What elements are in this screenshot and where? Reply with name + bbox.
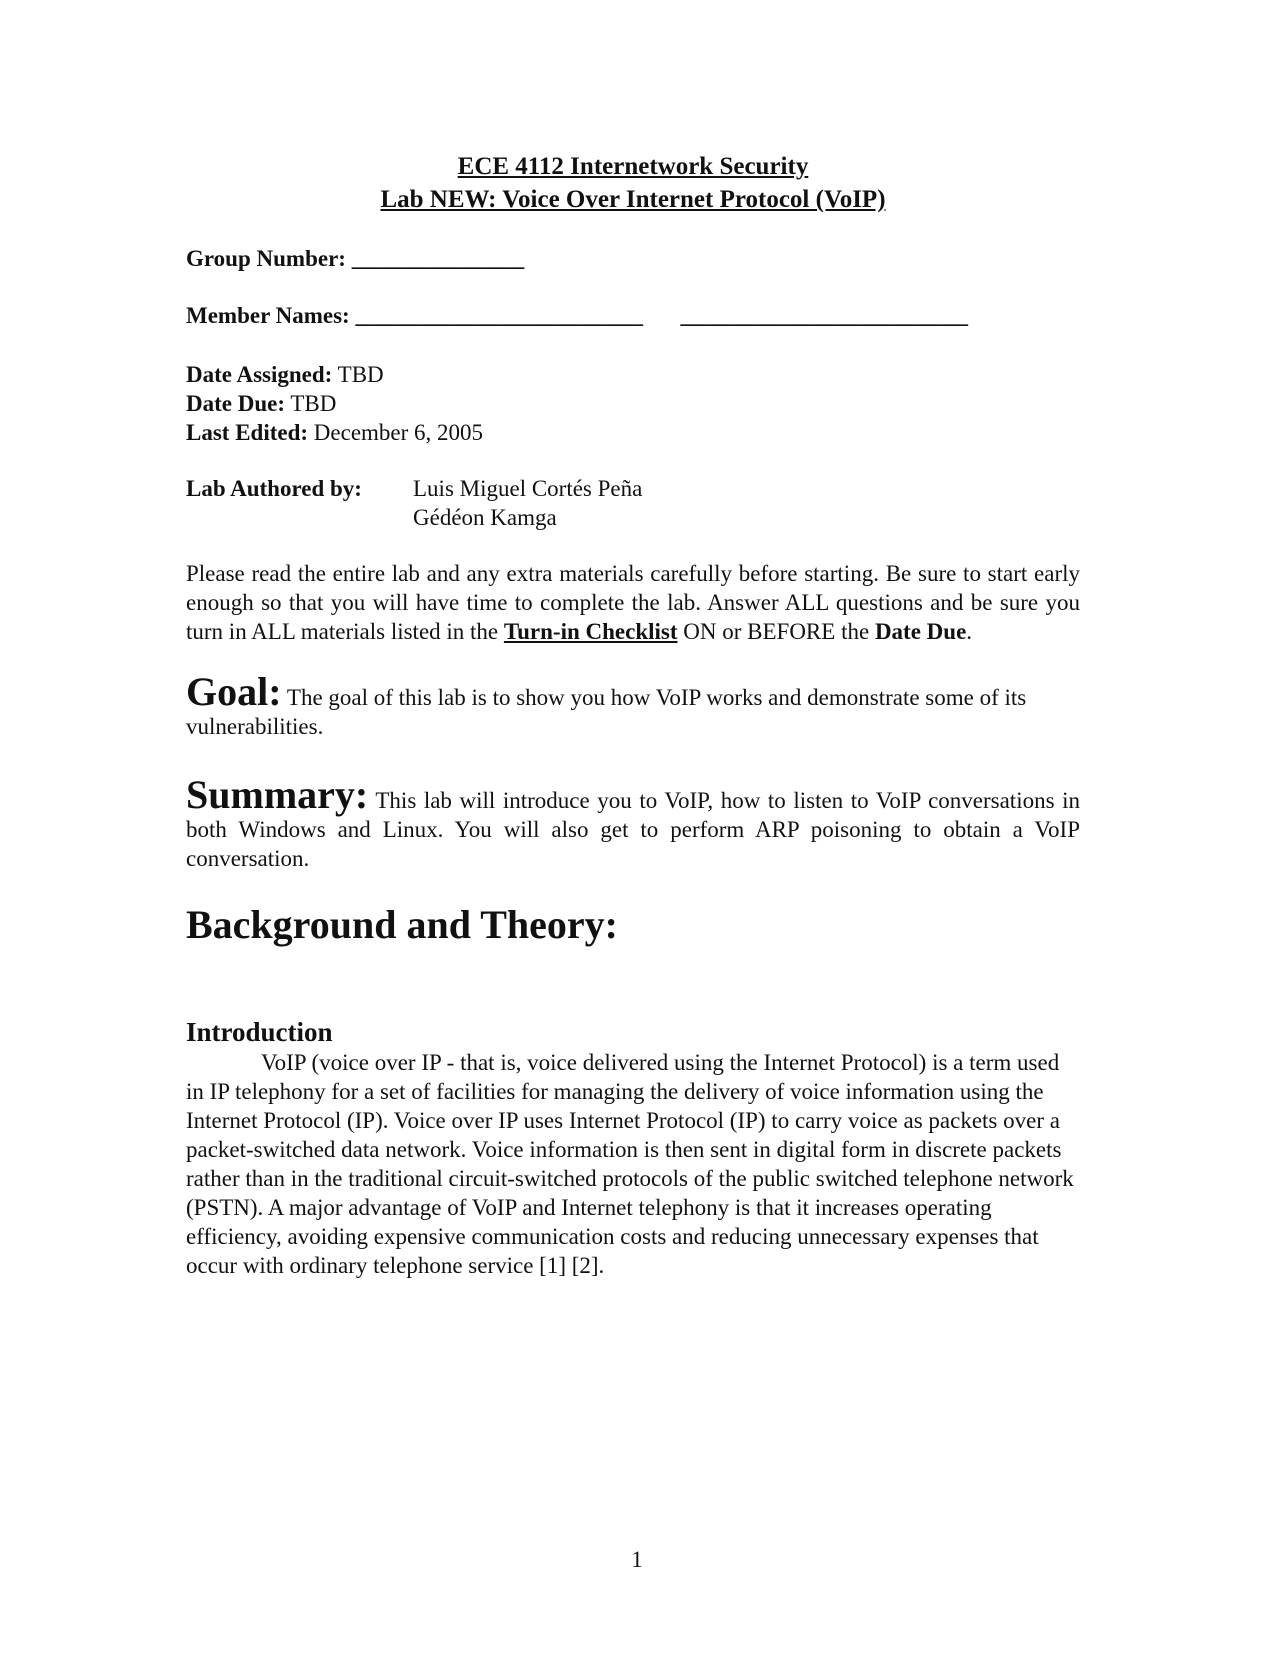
summary-paragraph: [186, 772, 1080, 873]
last-edited-label: Last Edited:: [186, 420, 309, 445]
page-content: [186, 150, 1080, 1280]
member-blank-1: _________________________: [355, 303, 643, 328]
date-assigned-label: Date Assigned:: [186, 362, 333, 387]
instructions-date-due: Date Due: [874, 619, 967, 644]
turn-in-checklist-link: Turn-in Checklist: [503, 619, 678, 644]
last-edited-line: [186, 418, 1080, 447]
goal-label: Goal:: [186, 669, 282, 714]
page-number: 1: [631, 1547, 643, 1572]
group-number-field: [186, 244, 1080, 273]
introduction-heading: Introduction: [186, 1017, 333, 1047]
summary-label: Summary:: [186, 772, 369, 817]
instructions-text-1: Please read the entire lab and any extra materials carefully before starting. Be sure to start early enough so that you will have time to complete the lab. Answer ALL questions and be sure you turn in ALL materials listed in the: [186, 561, 1080, 644]
goal-text: The goal of this lab is to show you how VoIP works and demonstrate some of its vulnerabilities.: [186, 685, 1027, 739]
introduction-paragraph: VoIP (voice over IP - that is, voice delivered using the Internet Protocol) is a term used in IP telephony for a set of facilities for managing the delivery of voice information using the Internet Protocol (IP). Voice over IP uses Internet Protocol (IP) to carry voice as packets over a packet-switched data network. Voice information is then sent in digital form in discrete packets rather than in the traditional circuit-switched protocols of the public switched telephone network (PSTN). A major advantage of VoIP and Internet telephony is that it increases operating efficiency, avoiding expensive communication costs and reducing unnecessary expenses that occur with ordinary telephone service [1] [2].: [186, 1050, 1074, 1278]
member-names-field: [186, 301, 1080, 330]
member-names-label: Member Names:: [186, 303, 350, 328]
date-assigned-value: TBD: [337, 362, 384, 387]
author-1: Luis Miguel Cortés Peña: [413, 476, 643, 501]
goal-paragraph: [186, 669, 1080, 741]
background-heading: Background and Theory:: [186, 902, 618, 947]
lab-title: Lab NEW: Voice Over Internet Protocol (VoIP): [380, 186, 886, 213]
group-number-blank: _______________: [351, 246, 525, 271]
summary-text: This lab will introduce you to VoIP, how to listen to VoIP conversations in both Windows and Linux. You will also get to perform ARP poisoning to obtain a VoIP conversation.: [186, 788, 1080, 871]
date-due-value: TBD: [290, 391, 337, 416]
instructions-paragraph: [186, 559, 1080, 646]
course-title: ECE 4112 Internetwork Security: [457, 153, 809, 180]
author-2: Gédéon Kamga: [413, 505, 557, 530]
authored-label: Lab Authored by:: [186, 476, 362, 501]
date-assigned-line: [186, 360, 1080, 389]
instructions-text-2: ON or BEFORE the: [683, 619, 870, 644]
date-due-line: [186, 389, 1080, 418]
authors-block: [186, 474, 1080, 532]
member-blank-2: _________________________: [680, 303, 968, 328]
instructions-end: .: [966, 619, 973, 644]
group-number-label: Group Number:: [186, 246, 346, 271]
document-title: [186, 150, 1080, 216]
date-due-label: Date Due:: [186, 391, 285, 416]
last-edited-value: December 6, 2005: [313, 420, 484, 445]
